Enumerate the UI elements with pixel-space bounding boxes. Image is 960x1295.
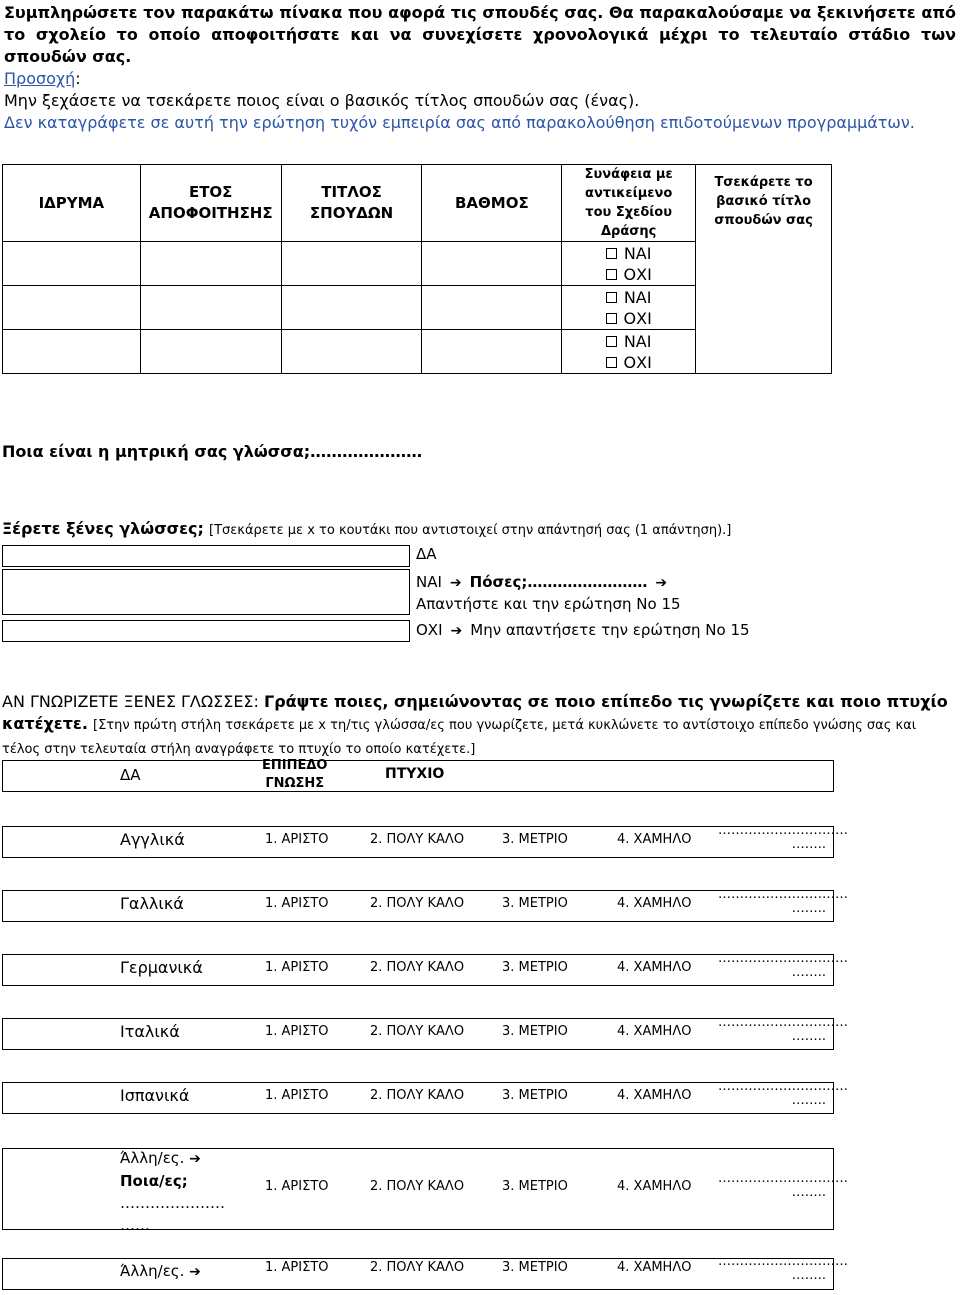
cell-grade-1[interactable] xyxy=(422,242,562,286)
intro-block xyxy=(4,2,956,134)
degree-field[interactable] xyxy=(718,1079,848,1108)
level-average[interactable]: 3. ΜΕΤΡΙΟ xyxy=(502,1024,568,1039)
lang-name[interactable]: Γερμανικά xyxy=(120,958,203,977)
relevance-yes-2[interactable] xyxy=(606,287,652,308)
cell-relevance-1 xyxy=(562,242,696,286)
degree-dots-2: …….. xyxy=(791,1268,826,1283)
lang-name[interactable]: Ιταλικά xyxy=(120,1022,180,1041)
no-label: ΟΧΙ xyxy=(623,264,652,284)
question-languages xyxy=(2,691,956,761)
lang-other-dots-2[interactable]: …… xyxy=(120,1216,150,1234)
degree-dots-2: …….. xyxy=(791,837,826,852)
level-average[interactable]: 3. ΜΕΤΡΙΟ xyxy=(502,896,568,911)
level-very-good[interactable]: 2. ΠΟΛΥ ΚΑΛΟ xyxy=(370,960,465,975)
option-da-label: ΔΑ xyxy=(416,545,437,563)
question-languages-bold: Γράψτε ποιες, σημειώνοντας σε ποιο επίπεδο τις γνωρίζετε και ποιο πτυχίο κατέχετε. xyxy=(2,692,948,733)
header-main-title: Τσεκάρετε το βασικό τίτλο σπουδών σας xyxy=(696,165,832,374)
relevance-no-3[interactable] xyxy=(606,352,652,373)
level-average[interactable]: 3. ΜΕΤΡΙΟ xyxy=(502,1179,568,1194)
checkbox-icon[interactable] xyxy=(606,292,617,303)
degree-dots-1: ………………………… xyxy=(718,1254,848,1269)
degree-dots-1: ………………………… xyxy=(718,1079,848,1094)
lang-header-level-line2: ΓΝΩΣΗΣ xyxy=(265,776,325,791)
cell-year-1[interactable] xyxy=(140,242,281,286)
cell-grade-3[interactable] xyxy=(422,330,562,374)
yes-label: ΝΑΙ xyxy=(623,287,652,307)
how-many-field[interactable]: Πόσες;…………………… xyxy=(469,573,648,591)
question-foreign-label: Ξέρετε ξένες γλώσσες; xyxy=(2,519,204,538)
level-average[interactable]: 3. ΜΕΤΡΙΟ xyxy=(502,1260,568,1275)
cell-relevance-3 xyxy=(562,330,696,374)
level-excellent[interactable]: 1. ΑΡΙΣΤΟ xyxy=(265,832,329,847)
degree-field[interactable] xyxy=(718,1015,848,1044)
intro-note-programs: Δεν καταγράφετε σε αυτή την ερώτηση τυχόν εμπειρία σας από παρακολούθηση επιδοτούμενων προγραμμάτων. xyxy=(4,113,915,132)
level-excellent[interactable]: 1. ΑΡΙΣΤΟ xyxy=(265,1179,329,1194)
option-yes-label: ΝΑΙ xyxy=(416,573,442,591)
relevance-yes-1[interactable] xyxy=(606,243,652,264)
level-excellent[interactable]: 1. ΑΡΙΣΤΟ xyxy=(265,1088,329,1103)
level-very-good[interactable]: 2. ΠΟΛΥ ΚΑΛΟ xyxy=(370,896,465,911)
level-low[interactable]: 4. ΧΑΜΗΛΟ xyxy=(617,1024,692,1039)
level-very-good[interactable]: 2. ΠΟΛΥ ΚΑΛΟ xyxy=(370,1024,465,1039)
attention-colon: : xyxy=(75,69,81,88)
cell-relevance-2 xyxy=(562,286,696,330)
question-languages-hint: [Στην πρώτη στήλη τσεκάρετε με x τη/τις γλώσσα/ες που γνωρίζετε, μετά κυκλώνετε το αντίστοιχο επίπεδο γνώσης σας και τέλος στην τελευταία στήλη αναγράφετε το πτυχίο το οποίο κατέχετε.] xyxy=(2,718,917,757)
arrow-right-icon: ➔ xyxy=(449,575,462,591)
level-very-good[interactable]: 2. ΠΟΛΥ ΚΑΛΟ xyxy=(370,832,465,847)
level-excellent[interactable]: 1. ΑΡΙΣΤΟ xyxy=(265,896,329,911)
cell-title-1[interactable] xyxy=(281,242,422,286)
option-yes xyxy=(416,572,675,594)
level-very-good[interactable]: 2. ΠΟΛΥ ΚΑΛΟ xyxy=(370,1260,465,1275)
intro-note-main-title: Μην ξεχάσετε να τσεκάρετε ποιος είναι ο βασικός τίτλος σπουδών σας (ένας). xyxy=(4,91,640,110)
header-degree-title-line1: ΤΙΤΛΟΣ xyxy=(321,183,382,201)
lang-other-2-label: Άλλη/ες. xyxy=(120,1262,185,1280)
degree-field[interactable] xyxy=(718,951,848,980)
lang-header-degree: ΠΤΥΧΙΟ xyxy=(385,766,445,782)
cell-year-3[interactable] xyxy=(140,330,281,374)
degree-dots-2: …….. xyxy=(791,965,826,980)
cell-title-3[interactable] xyxy=(281,330,422,374)
degree-dots-2: …….. xyxy=(791,1029,826,1044)
arrow-right-icon: ➔ xyxy=(655,575,668,591)
checkbox-icon[interactable] xyxy=(606,313,617,324)
header-graduation-year-line1: ΕΤΟΣ xyxy=(188,183,233,201)
degree-dots-1: ………………………… xyxy=(718,887,848,902)
header-grade: ΒΑΘΜΟΣ xyxy=(422,165,562,242)
question-languages-prefix: ΑΝ ΓΝΩΡΙΖΕΤΕ ΞΕΝΕΣ ΓΛΩΣΣΕΣ: xyxy=(2,692,259,711)
header-relevance: Συνάφεια με αντικείμενο του Σχεδίου Δράσης xyxy=(562,165,696,242)
degree-field[interactable] xyxy=(718,1171,848,1200)
level-low[interactable]: 4. ΧΑΜΗΛΟ xyxy=(617,896,692,911)
answer-question-15: Απαντήστε και την ερώτηση Νο 15 xyxy=(416,595,681,613)
relevance-yes-3[interactable] xyxy=(606,331,652,352)
cell-grade-2[interactable] xyxy=(422,286,562,330)
level-excellent[interactable]: 1. ΑΡΙΣΤΟ xyxy=(265,1024,329,1039)
lang-name[interactable]: Αγγλικά xyxy=(120,830,185,849)
skip-question-15: Μην απαντήσετε την ερώτηση Νο 15 xyxy=(470,621,750,639)
arrow-right-icon: ➔ xyxy=(189,1264,201,1280)
level-low[interactable]: 4. ΧΑΜΗΛΟ xyxy=(617,1179,692,1194)
arrow-right-icon: ➔ xyxy=(450,623,463,639)
intro-instruction: Συμπληρώσετε τον παρακάτω πίνακα που αφορά τις σπουδές σας. Θα παρακαλούσαμε να ξεκινήσετε από το σχολείο το οποίο αποφοιτήσατε και να συνεχίσετε χρονολογικά μέχρι το τελευταίο στάδιο των σπουδών σας. xyxy=(4,3,956,66)
question-foreign-languages xyxy=(2,519,731,538)
level-excellent[interactable]: 1. ΑΡΙΣΤΟ xyxy=(265,1260,329,1275)
yes-label: ΝΑΙ xyxy=(623,243,652,263)
cell-year-2[interactable] xyxy=(140,286,281,330)
option-box-no[interactable] xyxy=(2,620,410,642)
yes-label: ΝΑΙ xyxy=(623,331,652,351)
degree-field[interactable] xyxy=(718,1254,848,1283)
lang-other-1-label: Άλλη/ες. xyxy=(120,1149,185,1167)
header-degree-title-line2: ΣΠΟΥΔΩΝ xyxy=(309,204,394,222)
no-label: ΟΧΙ xyxy=(623,308,652,328)
header-institution: ΙΔΡΥΜΑ xyxy=(3,165,141,242)
lang-name[interactable]: Ισπανικά xyxy=(120,1086,190,1105)
option-box-da[interactable] xyxy=(2,545,410,567)
level-very-good[interactable]: 2. ΠΟΛΥ ΚΑΛΟ xyxy=(370,1088,465,1103)
attention-line xyxy=(4,68,956,90)
level-average[interactable]: 3. ΜΕΤΡΙΟ xyxy=(502,960,568,975)
degree-field[interactable] xyxy=(718,887,848,916)
checkbox-icon[interactable] xyxy=(606,336,617,347)
degree-field[interactable] xyxy=(718,823,848,852)
header-graduation-year xyxy=(140,165,281,242)
education-table xyxy=(2,164,832,374)
question-foreign-hint: [Τσεκάρετε με x το κουτάκι που αντιστοιχεί στην απάντησή σας (1 απάντηση).] xyxy=(209,523,732,538)
checkbox-icon[interactable] xyxy=(606,357,617,368)
degree-dots-2: …….. xyxy=(791,901,826,916)
checkbox-icon[interactable] xyxy=(606,248,617,259)
lang-other-1 xyxy=(120,1147,225,1236)
checkbox-icon[interactable] xyxy=(606,269,617,280)
degree-dots-1: ………………………… xyxy=(718,823,848,838)
header-degree-title xyxy=(281,165,422,242)
level-average[interactable]: 3. ΜΕΤΡΙΟ xyxy=(502,832,568,847)
level-low[interactable]: 4. ΧΑΜΗΛΟ xyxy=(617,832,692,847)
relevance-no-2[interactable] xyxy=(606,308,652,329)
lang-header-da: ΔΑ xyxy=(120,766,141,784)
question-mother-tongue: Ποια είναι η μητρική σας γλώσσα;………………… xyxy=(2,442,423,461)
cell-institution-3[interactable] xyxy=(3,330,141,374)
cell-title-2[interactable] xyxy=(281,286,422,330)
no-label: ΟΧΙ xyxy=(623,352,652,372)
degree-dots-2: …….. xyxy=(791,1185,826,1200)
level-average[interactable]: 3. ΜΕΤΡΙΟ xyxy=(502,1088,568,1103)
level-low[interactable]: 4. ΧΑΜΗΛΟ xyxy=(617,960,692,975)
lang-other-2 xyxy=(120,1262,201,1280)
level-excellent[interactable]: 1. ΑΡΙΣΤΟ xyxy=(265,960,329,975)
option-no xyxy=(416,620,750,642)
degree-dots-1: ………………………… xyxy=(718,1015,848,1030)
option-no-label: ΟΧΙ xyxy=(416,621,443,639)
level-low[interactable]: 4. ΧΑΜΗΛΟ xyxy=(617,1260,692,1275)
cell-institution-2[interactable] xyxy=(3,286,141,330)
degree-dots-1: ………………………… xyxy=(718,1171,848,1186)
arrow-right-icon: ➔ xyxy=(189,1151,201,1167)
cell-institution-1[interactable] xyxy=(3,242,141,286)
attention-label: Προσοχή xyxy=(4,69,76,88)
lang-name[interactable]: Γαλλικά xyxy=(120,894,184,913)
header-graduation-year-line2: ΑΠΟΦΟΙΤΗΣΗΣ xyxy=(148,204,273,222)
level-low[interactable]: 4. ΧΑΜΗΛΟ xyxy=(617,1088,692,1103)
degree-dots-1: ………………………… xyxy=(718,951,848,966)
degree-dots-2: …….. xyxy=(791,1093,826,1108)
level-very-good[interactable]: 2. ΠΟΛΥ ΚΑΛΟ xyxy=(370,1179,465,1194)
lang-other-which: Ποια/ες; xyxy=(120,1172,188,1190)
relevance-no-1[interactable] xyxy=(606,264,652,285)
lang-header-level xyxy=(262,757,327,793)
option-box-yes[interactable] xyxy=(2,569,410,615)
lang-header-level-line1: ΕΠΙΠΕΔΟ xyxy=(262,758,328,773)
lang-other-dots-1[interactable]: ………………… xyxy=(120,1194,225,1212)
